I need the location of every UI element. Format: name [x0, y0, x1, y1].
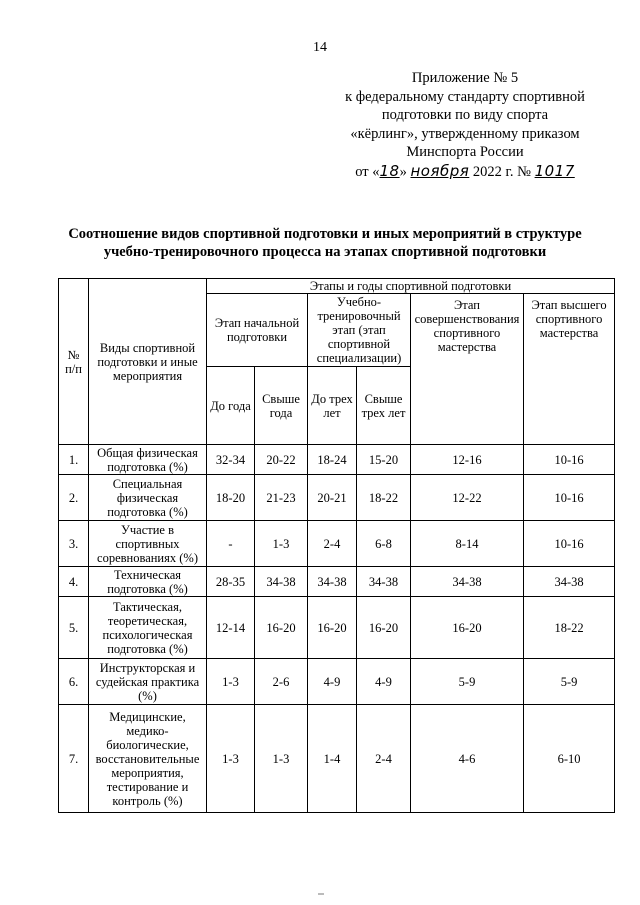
header-sub-over-three: Свыше трех лет [357, 367, 411, 445]
row-value: 12-22 [411, 475, 524, 521]
header-sub-upto-three: До трех лет [308, 367, 357, 445]
row-value: 18-22 [357, 475, 411, 521]
row-value: 1-3 [255, 521, 308, 567]
appendix-line: подготовки по виду спорта [381, 107, 549, 123]
row-number: 6. [59, 659, 89, 705]
row-value: 15-20 [357, 445, 411, 475]
appendix-line: к федеральному стандарту спортивной [345, 88, 585, 105]
table-row [59, 521, 615, 567]
table-row [59, 597, 615, 659]
row-value: 18-24 [308, 445, 357, 475]
row-value: 10-16 [524, 521, 615, 567]
row-value: 34-38 [255, 567, 308, 597]
row-value: 18-22 [524, 597, 615, 659]
row-number: 4. [59, 567, 89, 597]
row-value: 8-14 [411, 521, 524, 567]
table-row [59, 567, 615, 597]
row-number: 2. [59, 475, 89, 521]
header-stage-improvement: Этап совершенствования спортивного мастерства [411, 294, 524, 445]
row-number: 3. [59, 521, 89, 567]
header-sub-over-year: Свыше года [255, 367, 308, 445]
appendix-header [300, 69, 630, 181]
order-number-handwritten: 1017 [534, 161, 575, 180]
order-mid: » [399, 163, 407, 180]
row-value: - [207, 521, 255, 567]
row-value: 16-20 [411, 597, 524, 659]
row-value: 2-6 [255, 659, 308, 705]
row-value: 28-35 [207, 567, 255, 597]
row-value: 2-4 [357, 705, 411, 813]
row-value: 32-34 [207, 445, 255, 475]
order-prefix: от « [355, 163, 380, 180]
row-value: 1-4 [308, 705, 357, 813]
table-row [59, 475, 615, 521]
row-activity: Инструкторская и судейская практика (%) [89, 659, 207, 705]
row-activity: Техническая подготовка (%) [89, 567, 207, 597]
table-row [59, 659, 615, 705]
row-activity: Участие в спортивных соревнованиях (%) [89, 521, 207, 567]
row-value: 1-3 [207, 705, 255, 813]
title-line: Соотношение видов спортивной подготовки и иных мероприятий в структуре [68, 226, 582, 242]
training-ratio-table [58, 278, 615, 813]
row-value: 4-6 [411, 705, 524, 813]
row-activity: Общая физическая подготовка (%) [89, 445, 207, 475]
row-value: 34-38 [411, 567, 524, 597]
order-year: 2022 г. № [472, 163, 531, 180]
row-value: 12-14 [207, 597, 255, 659]
row-value: 16-20 [357, 597, 411, 659]
appendix-line: Минспорта России [406, 144, 524, 160]
row-value: 21-23 [255, 475, 308, 521]
row-value: 34-38 [524, 567, 615, 597]
row-value: 1-3 [207, 659, 255, 705]
table-row [59, 445, 615, 475]
row-value: 5-9 [524, 659, 615, 705]
appendix-line: «кёрлинг», утвержденному приказом [350, 125, 580, 142]
header-stage-initial: Этап начальной подготовки [207, 294, 308, 367]
row-value: 34-38 [357, 567, 411, 597]
row-value: 6-10 [524, 705, 615, 813]
row-value: 2-4 [308, 521, 357, 567]
row-activity: Тактическая, теоретическая, психологическая подготовка (%) [89, 597, 207, 659]
row-value: 4-9 [308, 659, 357, 705]
row-value: 16-20 [255, 597, 308, 659]
row-value: 5-9 [411, 659, 524, 705]
order-line [300, 162, 630, 182]
header-type: Виды спортивной подготовки и иные мероприятия [89, 279, 207, 445]
order-day-handwritten: 18 [379, 161, 400, 180]
row-value: 10-16 [524, 475, 615, 521]
row-value: 20-21 [308, 475, 357, 521]
header-sub-upto-year: До года [207, 367, 255, 445]
row-value: 10-16 [524, 445, 615, 475]
row-value: 20-22 [255, 445, 308, 475]
table-row [59, 705, 615, 813]
appendix-line: Приложение № 5 [411, 70, 519, 86]
row-value: 6-8 [357, 521, 411, 567]
row-value: 4-9 [357, 659, 411, 705]
header-stage-highest: Этап высшего спортивного мастерства [524, 294, 615, 445]
order-month-handwritten: ноября [410, 161, 470, 180]
row-number: 7. [59, 705, 89, 813]
row-value: 16-20 [308, 597, 357, 659]
row-value: 18-20 [207, 475, 255, 521]
row-value: 34-38 [308, 567, 357, 597]
scan-mark [318, 893, 324, 895]
row-value: 12-16 [411, 445, 524, 475]
title-line: учебно-тренировочного процесса на этапах спортивной подготовки [103, 244, 547, 260]
row-activity: Медицинские, медико-биологические, восстановительные мероприятия, тестирование и контроль (%) [89, 705, 207, 813]
header-stage-training: Учебно-тренировочный этап (этап спортивной специализации) [308, 294, 411, 367]
row-value: 1-3 [255, 705, 308, 813]
row-number: 1. [59, 445, 89, 475]
row-number: 5. [59, 597, 89, 659]
page-number: 14 [313, 40, 327, 55]
document-title [40, 225, 610, 261]
header-stages-group: Этапы и годы спортивной подготовки [207, 279, 615, 294]
row-activity: Специальная физическая подготовка (%) [89, 475, 207, 521]
header-num: № п/п [59, 279, 89, 445]
